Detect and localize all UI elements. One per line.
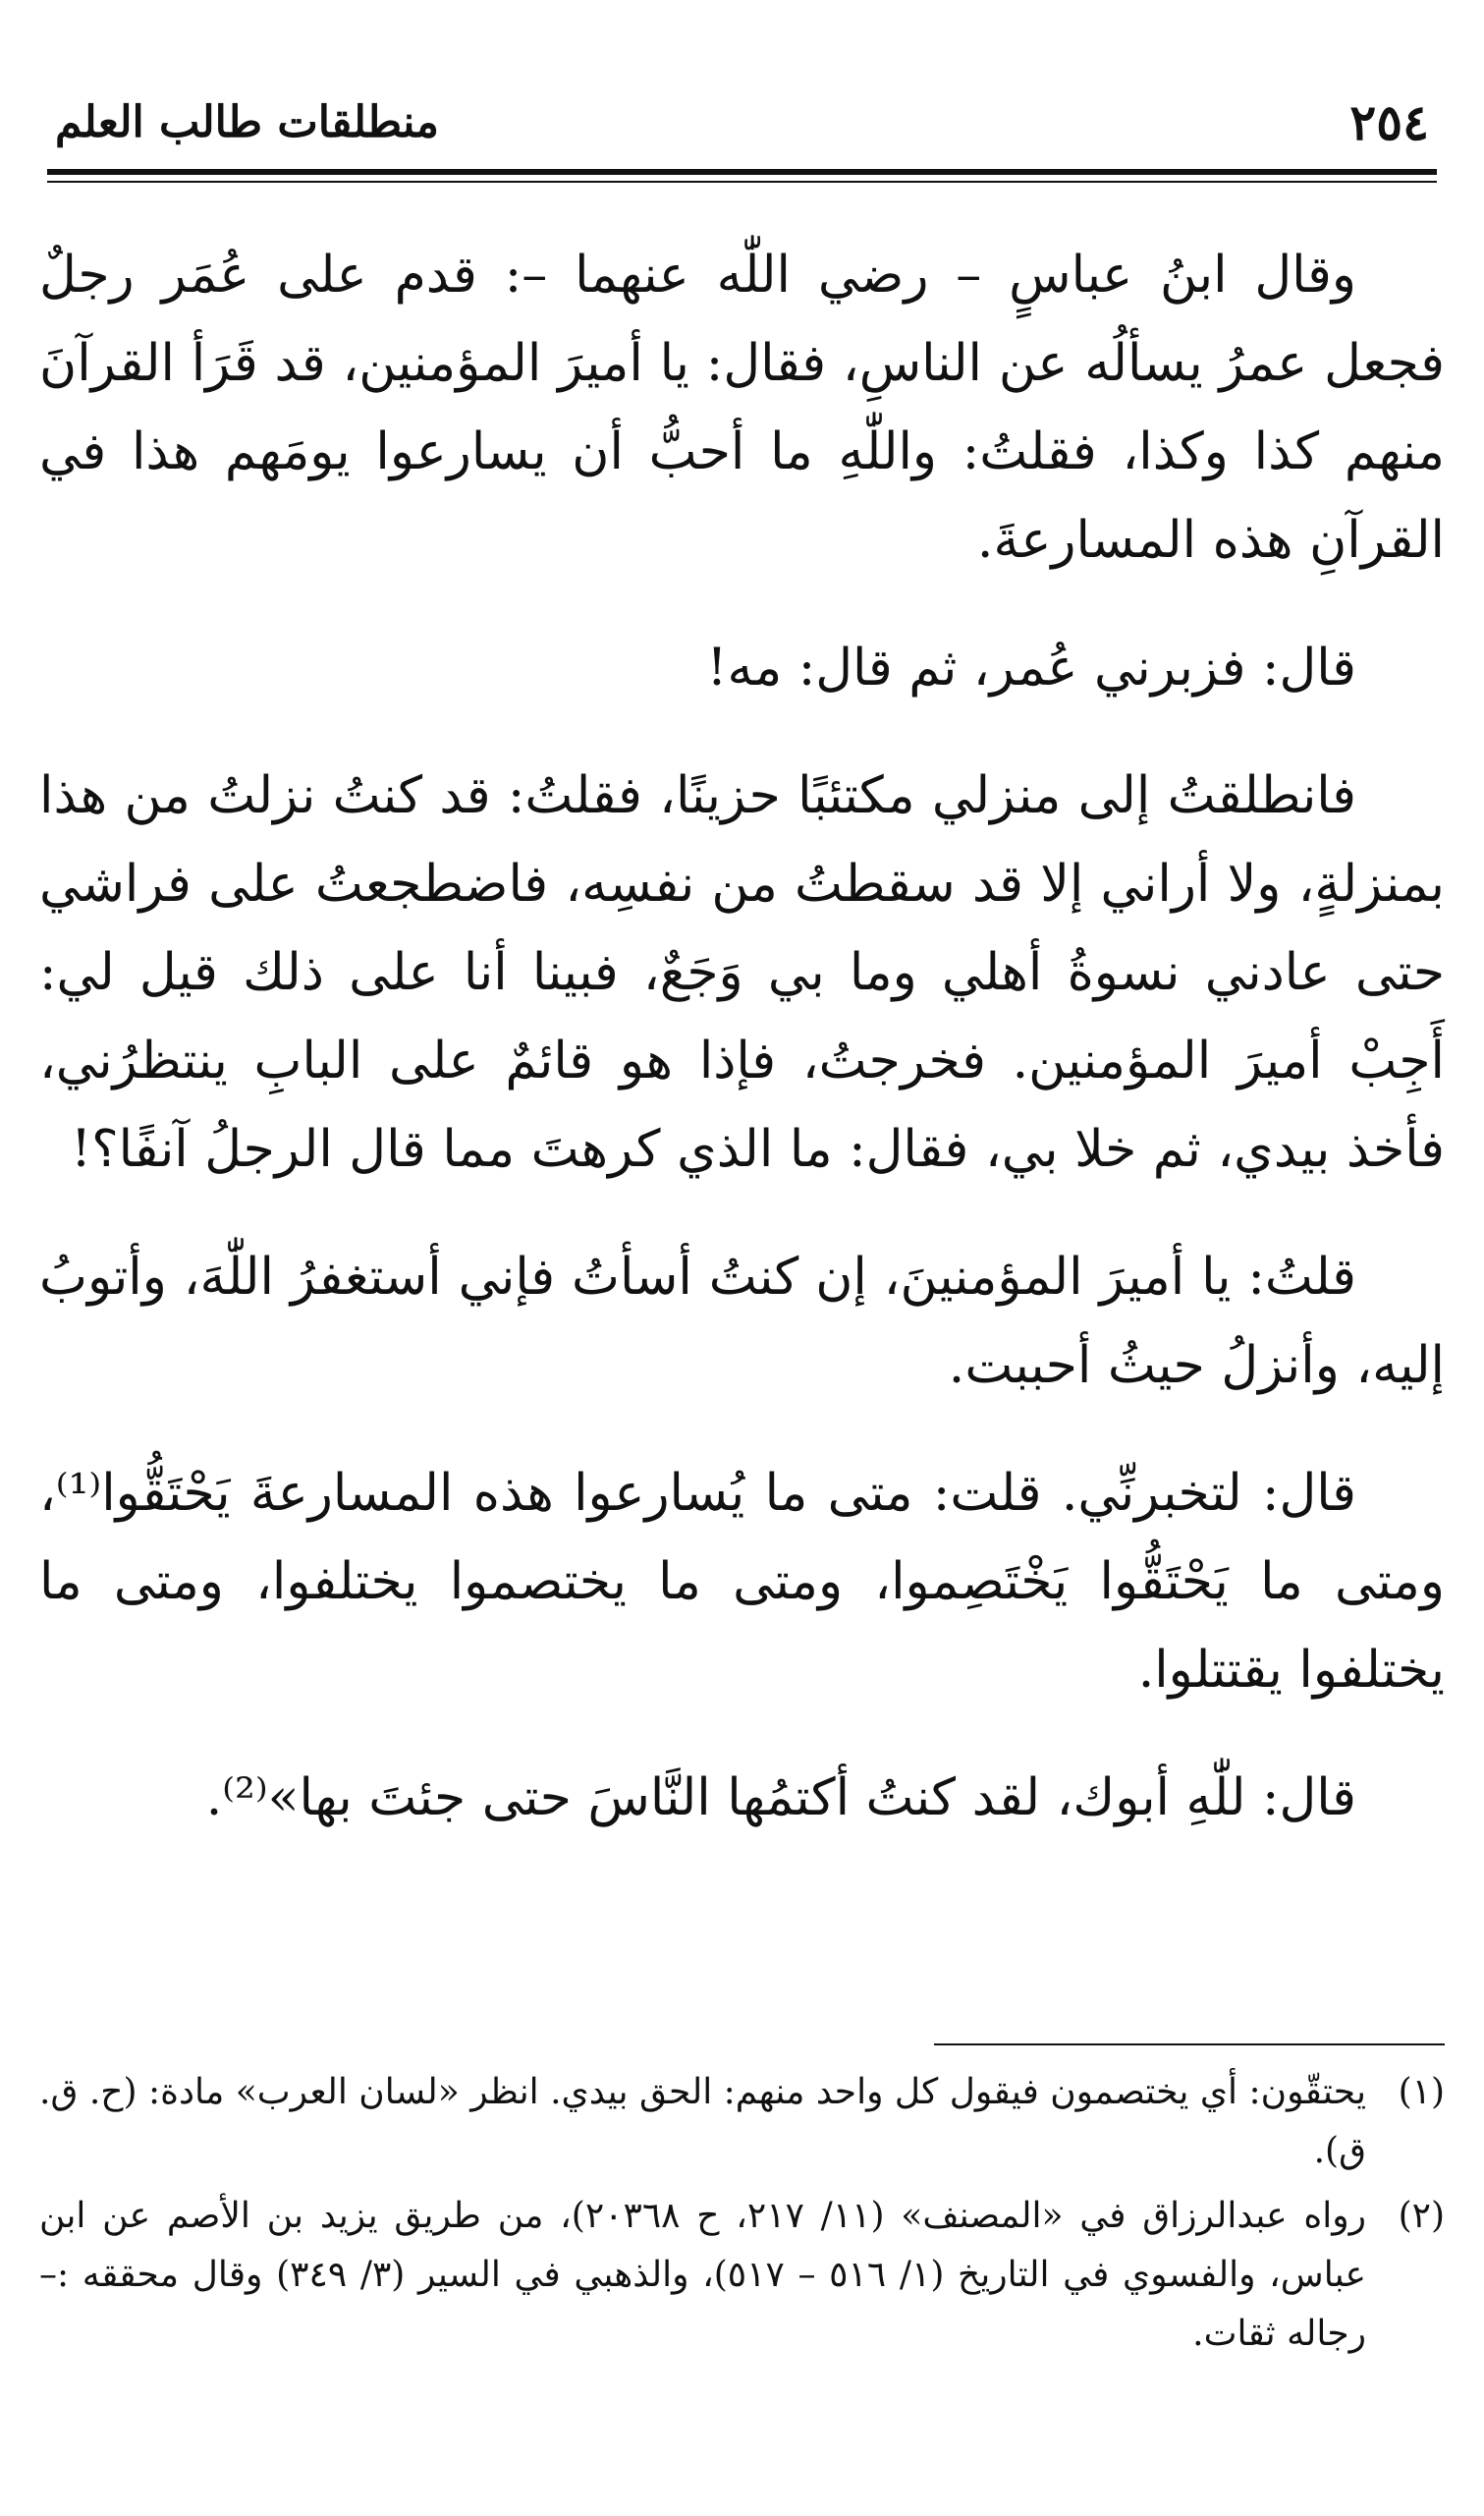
paragraph: قال: لتخبرنِّي. قلت: متى ما يُسارعوا هذه المسارعةَ يَحْتَقُّوا⁽¹⁾، ومتى ما يَحْتَقُّوا يَخْتَصِموا، ومتى ما يختصموا يختلفوا، ومتى ما يختلفوا يقتتلوا.: [39, 1464, 1445, 1700]
paragraph: قلتُ: يا أميرَ المؤمنينَ، إن كنتُ أسأتُ فإني أستغفرُ اللّٰهَ، وأتوبُ إليه، وأنزلُ حيثُ أحببت.: [39, 1248, 1445, 1395]
footnote-text: رواه عبدالرزاق في «المصنف» (١١/ ٢١٧، ح ٢٠٣٦٨)، من طريق يزيد بن الأصم عن ابن عباس، والفسوي في التاريخ (١/ ٥١٦ – ٥١٧)، والذهبي في السير (٣/ ٣٤٩) وقال محققه :– رجاله ثقات.: [39, 2196, 1367, 2354]
footnote-separator: [934, 2043, 1445, 2045]
paragraph: فانطلقتُ إلى منزلي مكتئبًا حزينًا، فقلتُ: قد كنتُ نزلتُ من هذا بمنزلةٍ، ولا أراني إلا قد سقطتُ من نفسِه، فاضطجعتُ على فراشي حتى عادني نسوةُ أهلي وما بي وَجَعٌ، فبينا أنا على ذلك قيل لي: أَجِبْ أميرَ المؤمنين. فخرجتُ، فإذا هو قائمٌ على البابِ ينتظرُني، فأخذ بيدي، ثم خلا بي، فقال: ما الذي كرهتَ مما قال الرجلُ آنفًا؟!: [39, 766, 1445, 1179]
paragraph: قال: للّٰهِ أبوك، لقد كنتُ أكتمُها النَّاسَ حتى جئتَ بها»⁽²⁾.: [205, 1768, 1356, 1827]
page-number: ٢٥٤: [1349, 93, 1429, 151]
footnote-text: يحتقّون: أي يختصمون فيقول كل واحد منهم: الحق بيدي. انظر «لسان العرب» مادة: (ح. ق. ق).: [39, 2072, 1366, 2171]
footnote-1: [39, 2063, 1445, 2181]
header-double-rule: [47, 169, 1437, 183]
paragraph: قال: فزبرني عُمر، ثم قال: مه!: [706, 639, 1356, 698]
footnote-2: [39, 2187, 1445, 2364]
footnote-number: (١): [1398, 2072, 1445, 2112]
footnote-number: (٢): [1398, 2196, 1445, 2236]
footnotes: [39, 2063, 1445, 2370]
main-text: [39, 231, 1445, 1842]
paragraph: وقال ابنُ عباسٍ – رضي اللّٰه عنهما –: قدم على عُمَر رجلٌ فجعل عمرُ يسألُه عن الناسِ، فقال: يا أميرَ المؤمنين، قد قَرَأ القرآنَ منهم كذا وكذا، فقلتُ: واللّٰهِ ما أحبُّ أن يسارعوا يومَهم هذا في القرآنِ هذه المسارعةَ.: [39, 246, 1445, 570]
running-title: منطلقات طالب العلم: [55, 97, 439, 147]
page-header: [47, 88, 1437, 157]
